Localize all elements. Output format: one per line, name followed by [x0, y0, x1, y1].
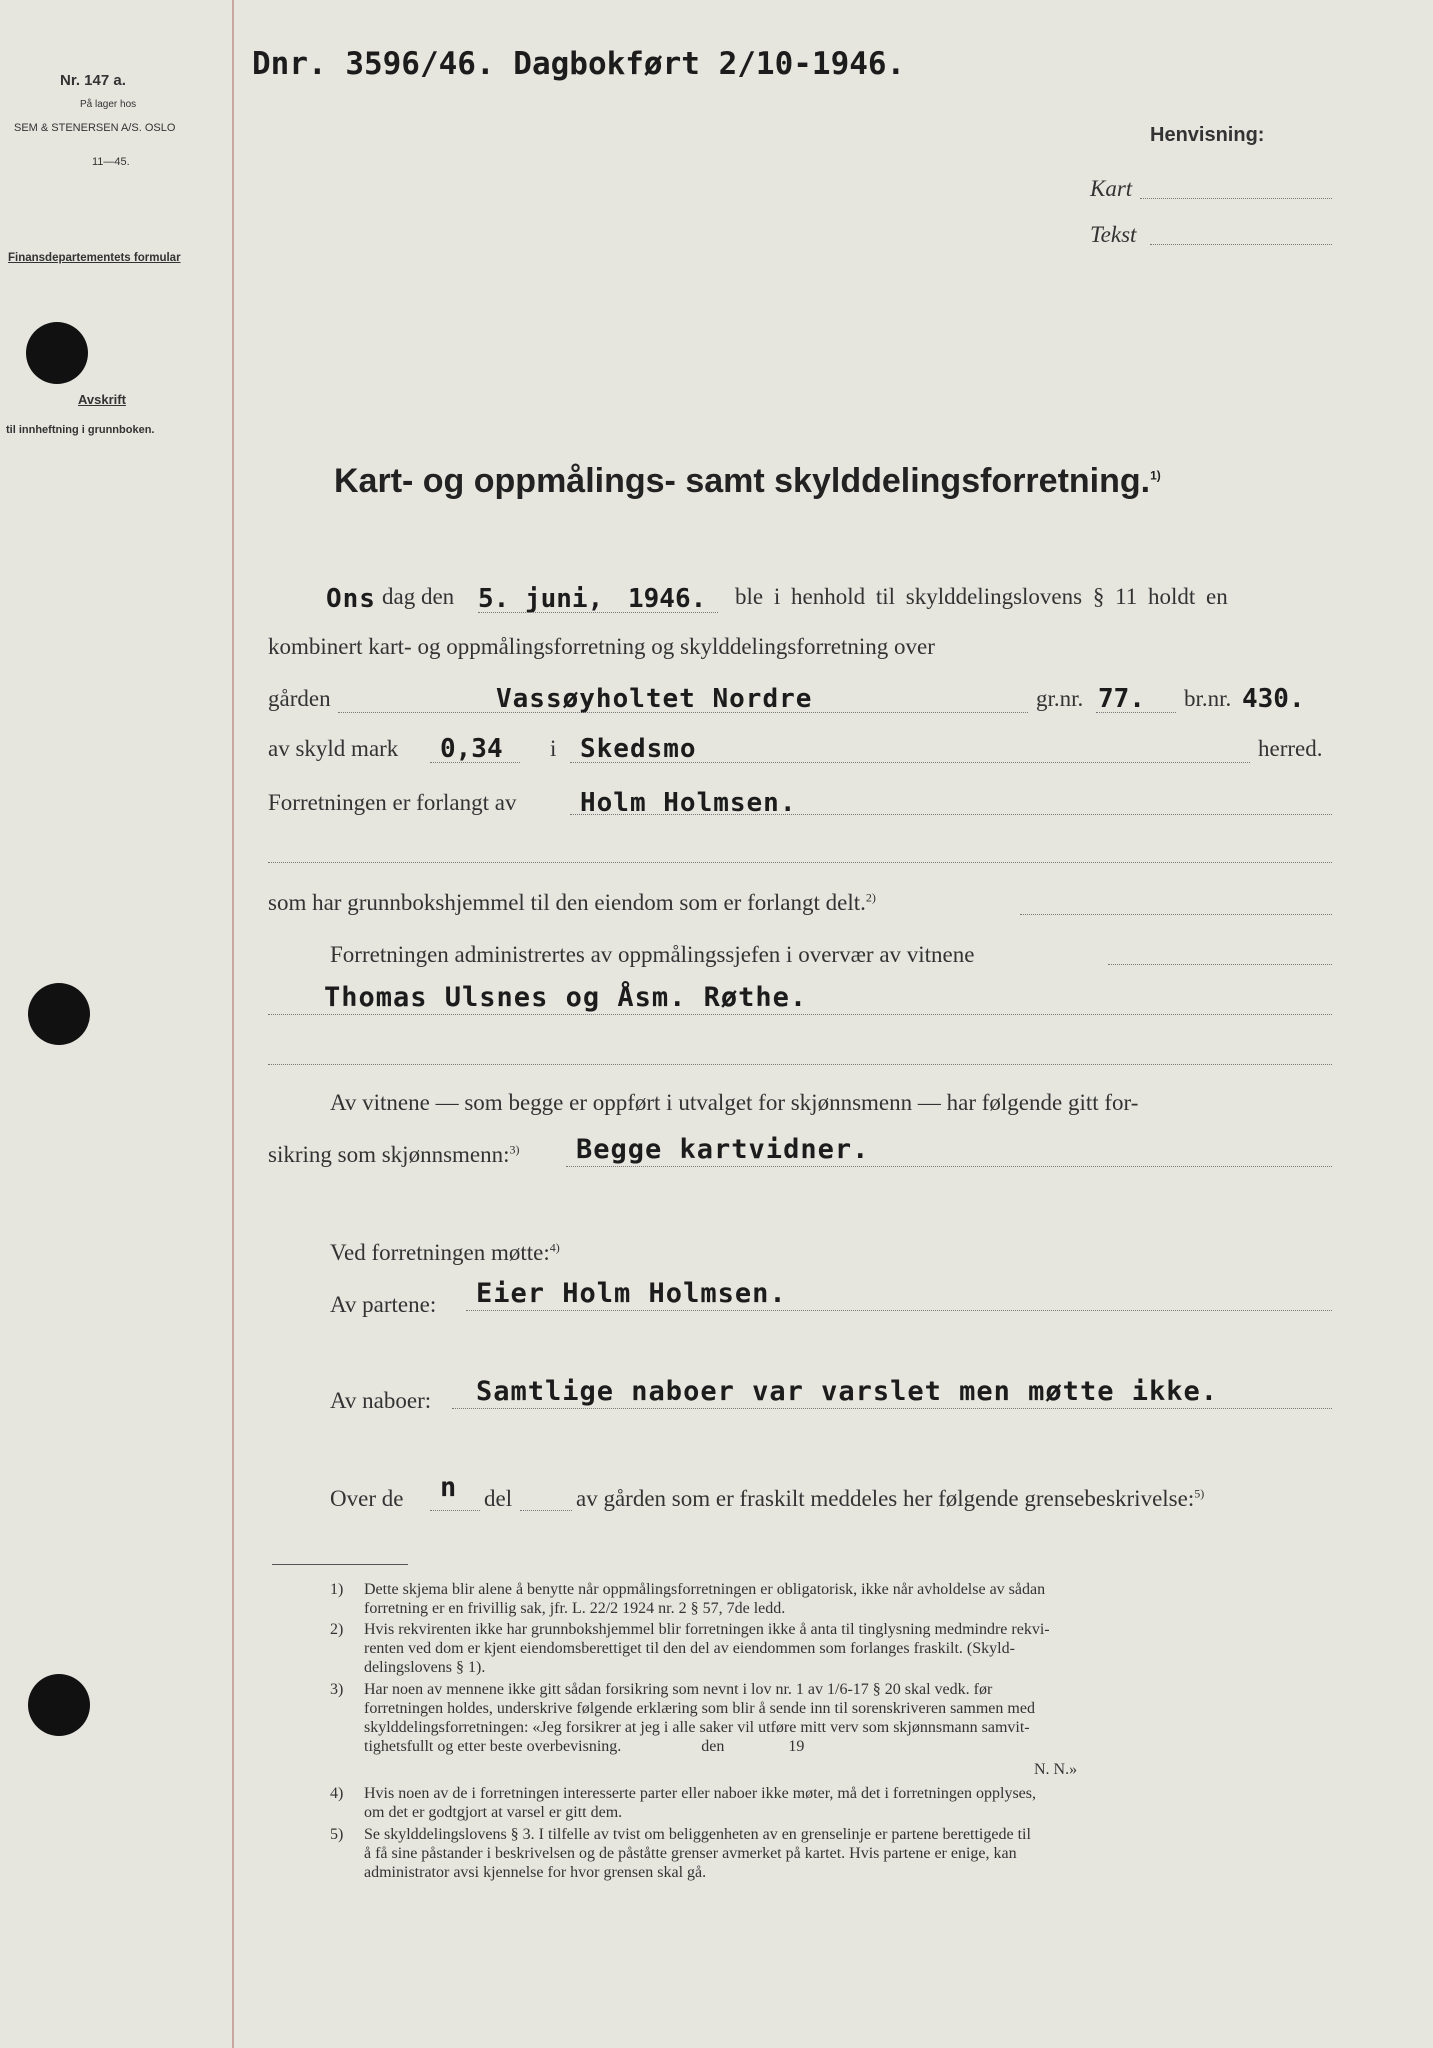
naboer-value: Samtlige naboer var varslet men møtte ikke.: [476, 1376, 1218, 1407]
title-footnote-ref: 1): [1150, 468, 1161, 483]
grense-text-main: av gården som er fraskilt meddeles her følgende grensebeskrivelse:: [576, 1486, 1195, 1511]
avskrift-label: Avskrift: [78, 392, 126, 407]
footnote-1-num: 1): [330, 1581, 344, 1598]
document-title-text: Kart- og oppmålings- samt skylddelingsforretning.: [334, 462, 1151, 500]
henvisning-title: Henvisning:: [1150, 124, 1265, 146]
requested-line: [570, 814, 1332, 815]
municipality-line: [570, 762, 1250, 763]
grnr-value: 77.: [1098, 684, 1145, 714]
grense-text: [576, 1486, 1204, 1512]
kart-line: [1140, 198, 1332, 199]
grnr-line: [1096, 712, 1176, 713]
document-title: [334, 462, 1161, 501]
vitner-footnote-ref: 3): [509, 1142, 520, 1157]
grunnbok-line: [1020, 914, 1332, 915]
footnote-3-line: forretningen holdes, underskrive følgende erklæring som blir å sende inn til sorenskriveren sammen med: [364, 1700, 1035, 1717]
brnr-value: 430.: [1242, 684, 1305, 714]
naboer-label: Av naboer:: [330, 1388, 432, 1413]
motte-footnote-ref: 4): [549, 1240, 560, 1255]
date-code: 11—45.: [92, 156, 130, 168]
farm-name: Vassøyholtet Nordre: [496, 684, 813, 714]
grunnbok-text: [268, 890, 876, 916]
footnote-2-line: renten ved dom er kjent eiendomsberettiget til den del av eiendommen som forlanges fraskilt. (Skyld-: [364, 1640, 1015, 1657]
footnote-4-line: Hvis noen av de i forretningen interesserte parter eller naboer ikke møter, må det i forretningen opplyses,: [364, 1785, 1037, 1802]
requested-by: Holm Holmsen.: [580, 788, 797, 818]
footnote-2-num: 2): [330, 1621, 344, 1638]
line1-text: ble i henhold til skylddelingslovens § 11 holdt en: [735, 584, 1228, 609]
over-label: Over de: [330, 1486, 404, 1511]
skyld-value: 0,34: [440, 734, 503, 764]
kart-label: Kart: [1090, 176, 1133, 201]
year-filled: 1946.: [628, 584, 707, 614]
grunnbok-footnote-ref: 2): [865, 890, 876, 905]
municipality-name: Skedsmo: [580, 734, 697, 764]
partene-line: [466, 1310, 1332, 1311]
tekst-label: Tekst: [1090, 222, 1137, 247]
tekst-line: [1150, 244, 1332, 245]
printer-name: SEM & STENERSEN A/S. OSLO: [14, 122, 176, 134]
motte-text-main: Ved forretningen møtte:: [330, 1240, 550, 1265]
del-line: [520, 1510, 572, 1511]
motte-text: [330, 1240, 560, 1266]
over-line: [430, 1510, 480, 1511]
footnote-3-line: tighetsfullt og etter beste overbevisning. den 19: [364, 1738, 805, 1755]
brnr-label: br.nr.: [1184, 686, 1232, 711]
vitner-text: Av vitnene — som begge er oppført i utvalget for skjønnsmenn — har følgende gitt for-: [330, 1090, 1139, 1115]
footnote-signature: N. N.»: [1034, 1761, 1078, 1778]
dag-label: dag den: [382, 584, 455, 609]
grense-footnote-ref: 5): [1194, 1486, 1205, 1501]
forsikring-line: [566, 1166, 1332, 1167]
line2-text: kombinert kart- og oppmålingsforretning og skylddelingsforretning over: [268, 634, 935, 659]
i-label: i: [550, 736, 557, 761]
footnote-3-line: skylddelingsforretningen: «Jeg forsikrer at jeg i alle saker vil utføre mitt verv som skjønnsmann samvit-: [364, 1719, 1030, 1736]
footnote-1-line: forretning er en frivillig sak, jfr. L. 22/2 1924 nr. 2 § 57, 7de ledd.: [364, 1600, 786, 1617]
footnote-3-num: 3): [330, 1681, 344, 1698]
footnote-5-line: administrator avsi kjennelse for hvor grensen skal gå.: [364, 1864, 707, 1881]
department-label: Finansdepartementets formular: [8, 252, 181, 264]
date-filled: 5. juni,: [478, 584, 604, 614]
vitner-text-2: [268, 1142, 520, 1168]
naboer-line: [452, 1408, 1332, 1409]
partene-value: Eier Holm Holmsen.: [476, 1278, 787, 1309]
skyld-line: [430, 762, 520, 763]
skyld-label: av skyld mark: [268, 736, 399, 761]
footnote-2-line: Hvis rekvirenten ikke har grunnbokshjemmel blir forretningen ikke å anta til tinglysning medmindre rekvi-: [364, 1621, 1050, 1638]
footnote-3-line: Har noen av mennene ikke gitt sådan forsikring som nevnt i lov nr. 1 av 1/6-17 § 20 skal vedk. før: [364, 1681, 993, 1698]
vitner-text-2-main: sikring som skjønnsmenn:: [268, 1142, 510, 1167]
printer-line: På lager hos: [80, 99, 137, 110]
day-filled: Ons: [326, 584, 376, 614]
requested-line-2: [268, 862, 1332, 863]
footnote-2-line: delingslovens § 1).: [364, 1659, 486, 1676]
witnesses: Thomas Ulsnes og Åsm. Røthe.: [324, 982, 808, 1013]
del-text: del: [484, 1486, 513, 1511]
margin-rule: [232, 0, 234, 2048]
footnote-5-num: 5): [330, 1826, 344, 1843]
punch-hole-icon: [26, 322, 88, 384]
admin-line: [1108, 964, 1332, 965]
over-value: n: [440, 1472, 458, 1503]
grunnbok-text-main: som har grunnbokshjemmel til den eiendom som er forlangt delt.: [268, 890, 866, 915]
herred-label: herred.: [1258, 736, 1323, 761]
punch-hole-icon: [28, 983, 90, 1045]
journal-number: Dnr. 3596/46. Dagbokført 2/10-1946.: [252, 46, 906, 82]
footnote-5-line: Se skylddelingslovens § 3. I tilfelle av tvist om beliggenheten av en grenselinje er partene berettigede til: [364, 1826, 1031, 1843]
footnote-5-line: å få sine påstander i beskrivelsen og de påståtte grenser avmerket på kartet. Hvis partene er enige, kan: [364, 1845, 1017, 1862]
admin-text: Forretningen administrertes av oppmålingssjefen i overvær av vitnene: [330, 942, 975, 967]
witnesses-line-2: [268, 1064, 1332, 1065]
avskrift-note: til innheftning i grunnboken.: [6, 424, 155, 436]
grnr-label: gr.nr.: [1036, 686, 1084, 711]
partene-label: Av partene:: [330, 1292, 437, 1317]
forlangt-label: Forretningen er forlangt av: [268, 790, 517, 815]
forsikring-value: Begge kartvidner.: [576, 1134, 870, 1165]
footnote-4-line: om det er godtgjort at varsel er gitt dem.: [364, 1804, 623, 1821]
footnote-4-num: 4): [330, 1785, 344, 1802]
garden-label: gården: [268, 686, 331, 711]
footnote-separator: [272, 1564, 408, 1565]
form-number: Nr. 147 a.: [60, 72, 126, 89]
witnesses-line: [268, 1014, 1332, 1015]
footnote-1-line: Dette skjema blir alene å benytte når oppmålingsforretningen er obligatorisk, ikke når avholdelse av sådan: [364, 1581, 1046, 1598]
punch-hole-icon: [28, 1674, 90, 1736]
